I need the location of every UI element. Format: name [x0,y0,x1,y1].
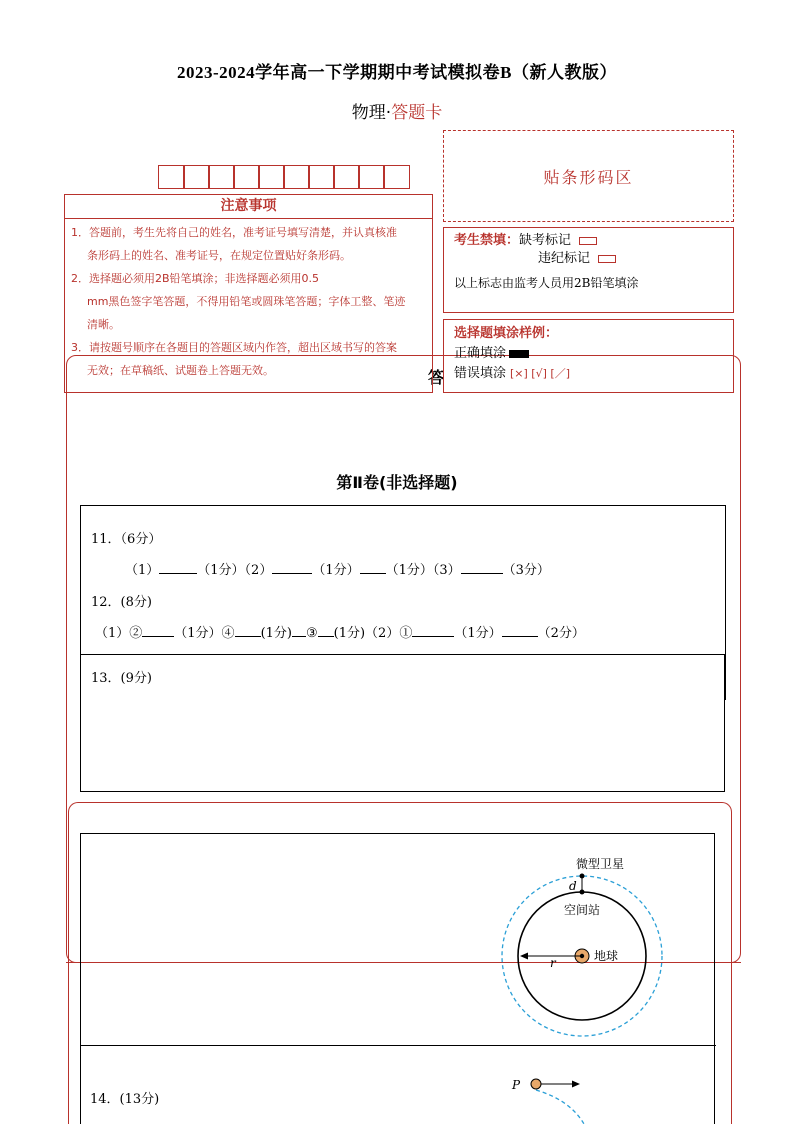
absent-mark-label: 缺考标记 [519,233,572,248]
q13-answer-box[interactable] [80,654,725,792]
q12-score-part2-2: （2分） [537,626,585,641]
subject-label: 物理· [351,103,392,123]
id-cell[interactable] [283,165,310,189]
q12-heading: 12．(8分) [91,595,152,610]
q12-blank-2[interactable] [142,636,174,637]
violation-mark-label: 违纪标记 [538,251,591,266]
particle-p [531,1079,541,1089]
id-cell[interactable] [383,165,410,189]
correct-fill-label: 正确填涂 [454,346,507,361]
id-cell[interactable] [208,165,235,189]
q12-blank-part2-2[interactable] [502,636,538,637]
q12-score-4: (1分) [260,626,292,641]
notice-line: 清晰。 [87,318,120,331]
r-label: r [550,956,556,970]
q11-answers [125,559,550,578]
q11-score-4: （3分） [502,563,550,578]
covered-heading-char: 答 [428,368,445,387]
id-cell[interactable] [183,165,210,189]
answer-card-label: 答题卡 [391,103,443,123]
earth-label: 地球 [594,949,619,963]
notice-line: 3．请按题号顺序在各题目的答题区域内作答，超出区域书写的答案 [71,341,397,354]
id-cell[interactable] [358,165,385,189]
notice-title: 注意事项 [64,194,433,219]
q11-blank-3[interactable] [360,573,386,574]
q11-blank-4[interactable] [461,573,503,574]
station-label: 空间站 [564,903,601,917]
id-cell[interactable] [258,165,285,189]
notice-body [64,218,433,393]
forbid-note: 以上标志由监考人员用2B铅笔填涂 [454,276,639,290]
id-cell[interactable] [233,165,260,189]
trajectory-curve [536,1090,584,1124]
correct-fill-example [509,350,529,358]
q12-label-3: ③ [305,626,318,641]
q11-score-2: （1分） [312,563,360,578]
id-cell[interactable] [158,165,185,189]
q11-score-3: （1分）（3） [385,563,461,578]
q12-part1-label: （1）② [95,626,143,641]
notice-line: 条形码上的姓名、准考证号，在规定位置贴好条形码。 [87,249,351,262]
notice-line: 无效；在草稿纸、试题卷上答题无效。 [87,364,274,377]
barcode-label: 贴条形码区 [543,167,634,187]
q12-answers [95,622,585,641]
earth-center [580,954,584,958]
violation-mark-box[interactable] [598,255,616,263]
q13-heading: 13．(9分) [91,671,152,686]
q12-blank-part2-1[interactable] [412,636,454,637]
section-2-title: 第Ⅱ卷(非选择题) [336,473,458,492]
q12-score-part2-1: （1分） [454,626,502,641]
notice-line: mm黑色签字笔答题，不得用铅笔或圆珠笔答题；字体工整、笔迹 [87,295,406,308]
d-label: d [569,879,577,893]
notice-line: 1．答题前，考生先将自己的姓名，准考证号填写清楚，并认真核准 [71,226,397,239]
exam-id-boxes [158,165,408,189]
wrong-fill-label: 错误填涂 [454,366,507,381]
sample-label: 选择题填涂样例： [454,326,559,341]
q11-blank-2[interactable] [272,573,312,574]
q11-part1-label: （1） [125,563,160,578]
q11-blank-1[interactable] [159,573,197,574]
q12-blank-4[interactable] [235,636,261,637]
velocity-arrowhead [572,1081,580,1088]
wrong-fill-examples: [×] [√] [／] [510,367,570,380]
station-dot [580,890,585,895]
q12-blank-gap[interactable] [292,636,306,637]
barcode-area [443,130,734,222]
q12-blank-3[interactable] [318,636,334,637]
examinee-forbidden-box [443,227,734,313]
q12-score-2: （1分）④ [174,626,235,641]
radius-arrowhead [520,953,528,960]
notice-line: 2．选择题必须用2B铅笔填涂；非选择题必须用0.5 [71,272,320,285]
q11-heading: 11．（6分） [91,532,162,547]
fill-sample-box [443,319,734,393]
p-label: P [512,1078,521,1092]
satellite-dot [580,874,585,879]
satellite-label: 微型卫星 [576,857,625,871]
id-cell[interactable] [333,165,360,189]
forbid-label: 考生禁填： [454,233,520,248]
q11-score-1: （1分）（2） [197,563,273,578]
id-cell[interactable] [308,165,335,189]
answer-card-subtitle [0,98,794,123]
absent-mark-box[interactable] [579,237,597,245]
q12-score-3: (1分)（2）① [333,626,413,641]
exam-title: 2023-2024学年高一下学期期中考试模拟卷B（新人教版） [177,63,617,82]
orbit-figure [480,850,690,1124]
q14-heading: 14．(13分) [90,1092,160,1107]
